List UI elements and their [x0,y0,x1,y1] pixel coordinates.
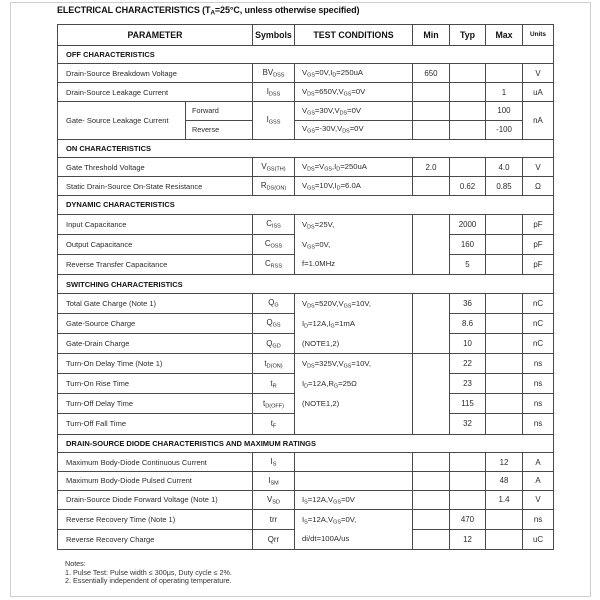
unit-cell: V [523,64,554,83]
conditions-line: ID=12A,RG=25Ω [302,379,357,390]
typ-cell: 2000 [450,214,486,234]
typ-cell [450,120,486,139]
param-cell: Reverse Recovery Charge [58,529,253,549]
symbol-cell: IS [253,453,295,472]
symbol-cell: CRSS [253,254,295,274]
param-cell: Gate-Drain Charge [58,334,253,354]
min-cell [413,472,450,491]
typ-cell: 36 [450,293,486,313]
param-cell: Output Capacitance [58,234,253,254]
notes-label: Notes: [65,559,86,569]
conditions-line: f=1.0MHz [302,259,336,269]
electrical-characteristics-table [57,24,554,551]
symbol-cell: tD(OFF) [253,394,295,414]
max-cell [486,509,523,529]
section-header-cell: ON CHARACTERISTICS [58,139,554,158]
max-cell: 100 [486,101,523,120]
unit-cell: pF [523,254,554,274]
symbol-cell: COSS [253,234,295,254]
min-cell [413,354,450,434]
note-1: 1. Pulse Test: Pulse width ≤ 300μs, Duty cycle ≤ 2%. [65,567,232,577]
table-row [58,83,554,102]
col-header-units: Units [523,24,554,45]
conditions-cell: VDS=650V,VGS=0V [295,83,413,102]
symbol-cell: tD(ON) [253,354,295,374]
conditions-line: VDS=25V, [302,219,335,231]
param-cell: Drain-Source Diode Forward Voltage (Note 1) [58,490,253,509]
section-row [58,275,554,294]
table-row [58,101,554,120]
typ-cell: 470 [450,509,486,529]
table-row [58,214,554,234]
conditions-line: IS=12A,VGS=0V, [302,514,357,526]
min-cell [413,177,450,196]
symbol-cell: VSD [253,490,295,509]
conditions-line: VGS=0V, [302,239,331,250]
min-cell [413,509,450,529]
unit-cell: pF [523,234,554,254]
param-cell: Turn-On Rise Time [58,374,253,394]
conditions-cell [295,214,413,274]
table-row [58,354,554,374]
min-cell [413,293,450,353]
section-header-cell: SWITCHING CHARACTERISTICS [58,275,554,294]
min-cell [413,453,450,472]
unit-cell: nC [523,293,554,313]
typ-cell [450,490,486,509]
table-row [58,490,554,509]
max-cell [486,214,523,234]
max-cell [486,529,523,549]
param-cell: Gate Threshold Voltage [58,158,253,177]
unit-cell: ns [523,394,554,414]
conditions-cell: VGS=0V,ID=250uA [295,64,413,83]
section-header-cell: DRAIN-SOURCE DIODE CHARACTERISTICS AND MAXIMUM RATINGS [58,434,554,453]
unit-cell: uC [523,529,554,549]
unit-cell: nC [523,334,554,354]
conditions-cell [295,354,413,434]
max-cell: 48 [486,472,523,491]
param-cell: Input Capacitance [58,214,253,234]
section-header-cell: OFF CHARACTERISTICS [58,45,554,64]
page-title: ELECTRICAL CHARACTERISTICS (TA=25°C, unless otherwise specified) [57,5,360,17]
table-row [58,453,554,472]
max-cell [486,374,523,394]
symbol-cell: QGD [253,334,295,354]
section-row [58,434,554,453]
typ-cell: 5 [450,254,486,274]
conditions-cell: VGS=-30V,VDS=0V [295,120,413,139]
min-cell [413,120,450,139]
max-cell [486,334,523,354]
table-row [58,177,554,196]
symbol-cell: tR [253,374,295,394]
symbol-cell: VGS(TH) [253,158,295,177]
max-cell [486,234,523,254]
conditions-cell: VGS=10V,ID=6.0A [295,177,413,196]
min-cell [413,490,450,509]
symbol-cell: BVDSS [253,64,295,83]
symbol-cell: RDS(ON) [253,177,295,196]
unit-cell: V [523,490,554,509]
max-cell [486,254,523,274]
typ-cell: 160 [450,234,486,254]
param-cell: Drain-Source Leakage Current [58,83,253,102]
table-row [58,64,554,83]
symbol-cell: tF [253,414,295,434]
col-header-symbols: Symbols [253,24,295,45]
typ-cell: 23 [450,374,486,394]
table-row [58,472,554,491]
conditions-line [302,414,412,434]
symbol-cell: CISS [253,214,295,234]
symbol-cell: QG [253,293,295,313]
min-cell [413,101,450,120]
sub-param-cell: Forward [186,101,253,120]
conditions-cell: VDS=VGS,ID=250uA [295,158,413,177]
max-cell: 1.4 [486,490,523,509]
max-cell: 4.0 [486,158,523,177]
param-cell: Turn-Off Fall Time [58,414,253,434]
conditions-line: VDS=325V,VGS=10V, [302,359,371,370]
conditions-line: di/dt=100A/us [302,534,350,544]
conditions-line: ID=12A,IG=1mA [302,318,355,330]
typ-cell [450,472,486,491]
param-cell: Turn-On Delay Time (Note 1) [58,354,253,374]
min-cell: 2.0 [413,158,450,177]
symbol-cell: QGS [253,314,295,334]
typ-cell [450,83,486,102]
max-cell: 1 [486,83,523,102]
param-cell: Gate-Source Charge [58,314,253,334]
typ-cell: 22 [450,354,486,374]
typ-cell: 8.6 [450,314,486,334]
unit-cell: ns [523,374,554,394]
max-cell [486,354,523,374]
typ-cell [450,64,486,83]
unit-cell: A [523,472,554,491]
param-cell: Reverse Transfer Capacitance [58,254,253,274]
typ-cell: 0.62 [450,177,486,196]
symbol-cell: trr [253,509,295,529]
section-row [58,45,554,64]
conditions-cell [295,293,413,353]
typ-cell: 32 [450,414,486,434]
unit-cell: pF [523,214,554,234]
param-cell: Reverse Recovery Time (Note 1) [58,509,253,529]
param-cell: Turn-Off Delay Time [58,394,253,414]
section-row [58,139,554,158]
symbol-cell: IGSS [253,101,295,139]
unit-cell: ns [523,509,554,529]
min-cell [413,83,450,102]
min-cell: 650 [413,64,450,83]
col-header-parameter: PARAMETER [58,24,253,45]
unit-cell: A [523,453,554,472]
unit-cell: Ω [523,177,554,196]
param-cell: Maximum Body-Diode Continuous Current [58,453,253,472]
unit-cell: ns [523,354,554,374]
max-cell [486,414,523,434]
conditions-cell [295,509,413,550]
table-row [58,509,554,529]
notes-block [57,560,553,586]
symbol-cell: Qrr [253,529,295,549]
conditions-cell: VGS=30V,VDS=0V [295,101,413,120]
max-cell [486,64,523,83]
unit-cell: nC [523,314,554,334]
conditions-cell [295,472,413,491]
symbol-cell: ISM [253,472,295,491]
table-row [58,293,554,313]
param-cell: Drain-Source Breakdown Voltage [58,64,253,83]
conditions-line: VDS=520V,VGS=10V, [302,298,371,310]
typ-cell: 10 [450,334,486,354]
param-cell: Total Gate Charge (Note 1) [58,293,253,313]
note-2: 2. Essentially independent of operating temperature. [65,576,232,586]
section-row [58,195,554,214]
param-cell: Static Drain-Source On-State Resistance [58,177,253,196]
symbol-cell: IDSS [253,83,295,102]
col-header-test-conditions: TEST CONDITIONS [295,24,413,45]
unit-cell: uA [523,83,554,102]
table-body [58,45,554,550]
max-cell: 0.85 [486,177,523,196]
table-row [58,158,554,177]
col-header-min: Min [413,24,450,45]
header-row [58,24,554,45]
conditions-line: (NOTE1,2) [302,398,340,408]
unit-cell: V [523,158,554,177]
min-cell [413,529,450,549]
param-cell: Maximum Body-Diode Pulsed Current [58,472,253,491]
conditions-cell: IS=12A,VGS=0V [295,490,413,509]
table-header [58,24,554,45]
typ-cell [450,158,486,177]
col-header-max: Max [486,24,523,45]
max-cell [486,314,523,334]
sub-param-cell: Reverse [186,120,253,139]
typ-cell [450,101,486,120]
page-content [57,5,553,586]
min-cell [413,214,450,274]
max-cell [486,394,523,414]
max-cell: 12 [486,453,523,472]
max-cell [486,293,523,313]
unit-cell: nA [523,101,554,139]
param-cell: Gate- Source Leakage Current [58,101,186,139]
conditions-line: (NOTE1,2) [302,338,340,348]
typ-cell: 12 [450,529,486,549]
unit-cell: ns [523,414,554,434]
col-header-typ: Typ [450,24,486,45]
max-cell: -100 [486,120,523,139]
conditions-cell [295,453,413,472]
typ-cell: 115 [450,394,486,414]
section-header-cell: DYNAMIC CHARACTERISTICS [58,195,554,214]
typ-cell [450,453,486,472]
